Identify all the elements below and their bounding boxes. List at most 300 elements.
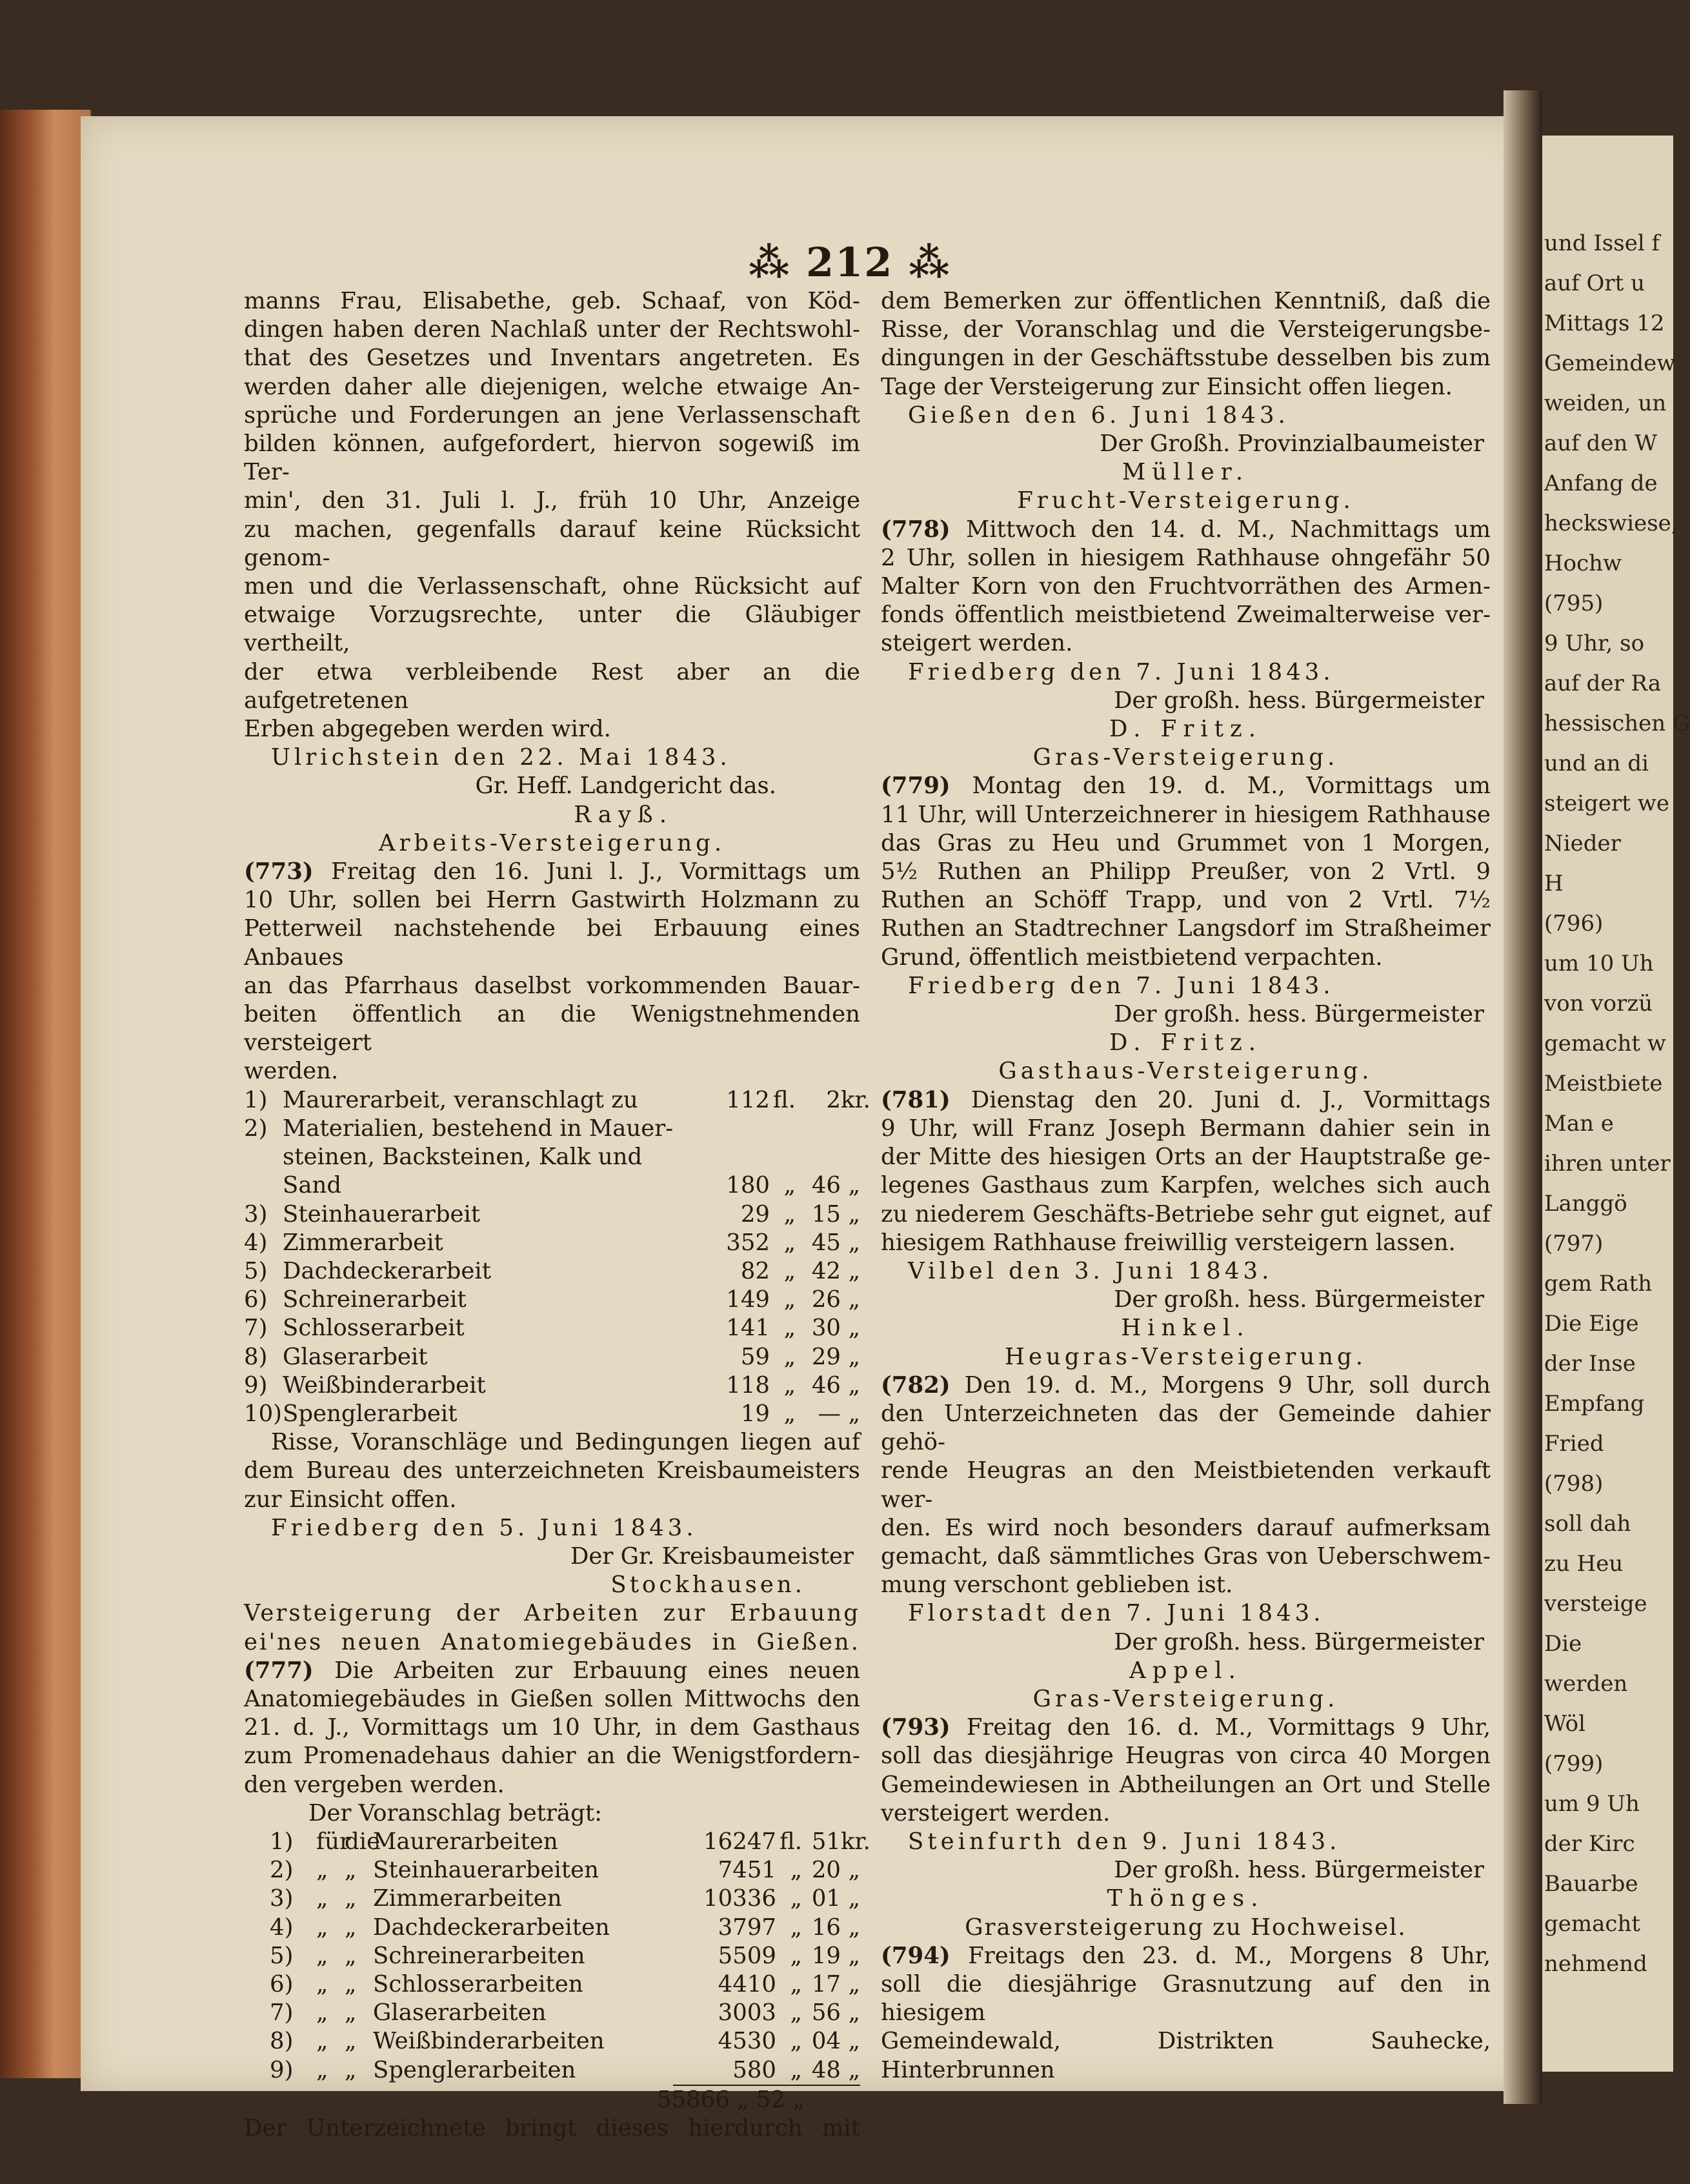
notice-heading: ei'nes neuen Anatomiegebäudes in Gießen. (244, 1628, 860, 1655)
facing-page-fragment: (799) (1544, 1751, 1604, 1777)
facing-page-fragment: (796) (1544, 911, 1604, 936)
item-label: Spenglerarbeit (283, 1400, 458, 1427)
text-line: Ruthen an Stadtrechner Langsdorf im Straßheimer (881, 915, 1491, 942)
item-florin: 352 (726, 1229, 770, 1256)
signature-name: Müller. (1122, 459, 1250, 486)
notice-773-after (244, 1428, 860, 1514)
item-florin: 19 (740, 1400, 770, 1427)
item-unit: „ (848, 1371, 860, 1399)
item-number: 3) (270, 1885, 294, 1912)
text-line: mung verschont geblieben ist. (881, 1572, 1233, 1599)
text-line: 2 Uhr, sollen in hiesigem Rathhause ohngefähr 50 (881, 544, 1491, 571)
facing-page-fragment: steigert we (1544, 791, 1669, 816)
item-ditto: „ (316, 1857, 328, 1884)
item-unit: „ (848, 1229, 860, 1256)
item-unit: „ (848, 1343, 860, 1370)
notice-number: (778) (881, 516, 966, 543)
text-line: zum Promenadehaus dahier an die Wenigstfordern- (244, 1743, 860, 1770)
text-line: (779) Montag den 19. d. M., Vormittags um (881, 773, 1491, 800)
text-line: den. Es wird noch besonders darauf aufmerksam (881, 1514, 1491, 1541)
item-label: Maurerarbeiten (373, 1828, 558, 1855)
item-kreuzer: 2 (826, 1086, 841, 1113)
item-unit: kr. (841, 1086, 870, 1113)
signature-name: Appel. (1129, 1657, 1242, 1684)
item-unit: „ (790, 1999, 802, 2027)
text-line: zu machen, gegenfalls darauf keine Rücksicht genom- (244, 516, 860, 571)
notice-heading: Grasversteigerung zu Hochweisel. (965, 1914, 1407, 1941)
item-florin: 7451 (718, 1857, 776, 1884)
item-florin: 118 (726, 1371, 770, 1399)
item-kreuzer: 01 (811, 1885, 841, 1912)
item-number: 8) (270, 2028, 294, 2055)
facing-page-fragment: (798) (1544, 1471, 1604, 1497)
item-label: Weißbinderarbeit (283, 1371, 486, 1399)
item-kreuzer: 42 (811, 1257, 841, 1284)
item-unit: „ (783, 1371, 796, 1399)
notice-number: (793) (881, 1714, 967, 1741)
facing-page-fragment: Mittags 12 (1544, 310, 1665, 336)
text-line: der etwa verbleibende Rest aber an die aufgetretenen (244, 658, 860, 714)
item-florin: 112 (726, 1086, 770, 1113)
text-line: dingen haben deren Nachlaß unter der Rechtswohl- (244, 316, 860, 343)
item-label: Weißbinderarbeiten (373, 2028, 605, 2055)
notice-heading: Arbeits-Versteigerung. (378, 829, 726, 856)
item-unit: kr. (841, 1828, 870, 1855)
cost-total: 55866 „ 52 „ (657, 2086, 805, 2113)
item-ditto: „ (316, 1885, 328, 1912)
item-label: Spenglerarbeiten (373, 2056, 576, 2083)
item-ditto: „ (345, 1942, 357, 1969)
item-unit: „ (783, 1400, 796, 1427)
item-florin: 82 (740, 1257, 770, 1284)
facing-page-fragment: heckswiese, (1544, 511, 1678, 536)
item-unit: „ (783, 1343, 796, 1370)
text-line: (794) Freitags den 23. d. M., Morgens 8 Uhr, (881, 1942, 1491, 1969)
item-unit: „ (848, 1970, 860, 1997)
text-line: Risse, der Voranschlag und die Versteigerungsbe- (881, 316, 1491, 343)
item-ditto: „ (345, 1857, 357, 1884)
notice-heading: Versteigerung der Arbeiten zur Erbauung (244, 1600, 860, 1627)
item-florin: 16247 (703, 1828, 776, 1855)
item-number: 5) (270, 1942, 294, 1969)
item-number: 4) (244, 1229, 268, 1256)
item-number: 7) (270, 1999, 294, 2027)
item-florin: 180 (726, 1172, 770, 1199)
signature-name: Hinkel. (1121, 1315, 1251, 1342)
item-unit: „ (776, 2056, 802, 2086)
item-number: 7) (244, 1315, 268, 1342)
item-ditto: „ (316, 1999, 328, 2027)
item-label: Dachdeckerarbeiten (373, 1914, 610, 1941)
item-number: 6) (244, 1286, 268, 1313)
item-number: 9) (270, 2056, 294, 2083)
text-line: that des Gesetzes und Inventars angetreten. Es (244, 345, 860, 372)
item-number: 2) (244, 1115, 268, 1142)
facing-page-fragment: soll dah (1544, 1511, 1631, 1537)
intro-notice (244, 287, 860, 743)
item-unit: „ (841, 2056, 860, 2086)
text-line: werden daher alle diejenigen, welche etwaige An- (244, 373, 860, 400)
item-kreuzer: 17 (811, 1970, 841, 1997)
left-column (244, 287, 870, 2143)
dateline: Friedberg den 7. Juni 1843. (908, 972, 1334, 999)
item-number (244, 1143, 283, 1171)
notice-number: (794) (881, 1942, 969, 1969)
item-unit: „ (848, 1315, 860, 1342)
item-kreuzer: 26 (811, 1286, 841, 1313)
text-line: legenes Gasthaus zum Karpfen, welches sich auch (881, 1172, 1491, 1199)
text-line: Anatomiegebäudes in Gießen sollen Mittwochs den (244, 1685, 860, 1712)
facing-page-fragment: Anfang de (1544, 470, 1658, 496)
book-page-edges (0, 110, 92, 2078)
text-line: (773) Freitag den 16. Juni l. J., Vormittags um (244, 858, 860, 885)
item-ditto: die (345, 1828, 381, 1855)
text-line: Tage der Versteigerung zur Einsicht offen liegen. (881, 373, 1453, 400)
item-number: 6) (270, 1970, 294, 1997)
item-label: Glaserarbeit (283, 1343, 428, 1370)
dateline: Gießen den 6. Juni 1843. (908, 401, 1289, 429)
item-label: Materialien, bestehend in Mauer- (283, 1115, 674, 1142)
item-kreuzer: — (818, 1400, 841, 1427)
notice-778 (881, 516, 1491, 658)
facing-page-fragment: Die Eige (1544, 1311, 1639, 1337)
signature: Der Großh. Provinzialbaumeister (1100, 430, 1484, 458)
facing-page-fragment: Empfang (1544, 1391, 1645, 1417)
notice-777 (244, 1657, 860, 1799)
item-ditto: „ (316, 1970, 328, 1997)
item-florin: 149 (726, 1286, 770, 1313)
notice-heading: Gras-Versteigerung. (1032, 744, 1339, 771)
facing-page-fragment: auf Ort u (1544, 270, 1645, 296)
item-label: Glaserarbeiten (373, 1999, 547, 2027)
item-kreuzer: 51 (811, 1828, 841, 1855)
text-line: werden. (244, 1058, 339, 1085)
text-line: zur Einsicht offen. (244, 1486, 457, 1513)
ornament-left: ⁂ (749, 239, 807, 286)
item-unit: „ (848, 1942, 860, 1969)
item-unit: „ (848, 1885, 860, 1912)
signature: Der großh. hess. Bürgermeister (1114, 687, 1484, 714)
right-column (881, 287, 1491, 2085)
facing-page-fragment: und an di (1544, 751, 1649, 776)
item-unit (841, 1115, 860, 1143)
dateline: Friedberg den 5. Juni 1843. (271, 1514, 698, 1541)
text-line: dem Bureau des unterzeichneten Kreisbaumeisters (244, 1457, 860, 1484)
text-line: 5½ Ruthen an Philipp Preußer, von 2 Vrtl. 9 (881, 858, 1491, 885)
item-ditto: „ (345, 2028, 357, 2055)
page-number-text: 212 (806, 239, 894, 286)
notice-number: (782) (881, 1371, 965, 1399)
facing-page-fragment: von vorzü (1544, 991, 1653, 1016)
item-unit: „ (790, 1970, 802, 1997)
item-kreuzer: 15 (811, 1200, 841, 1228)
text-line: fonds öffentlich meistbietend Zweimalterweise ver- (881, 602, 1491, 629)
text-line: (781) Dienstag den 20. Juni d. J., Vormittags (881, 1086, 1491, 1113)
item-florin: 3797 (718, 1914, 776, 1941)
item-unit: „ (783, 1229, 796, 1256)
page-number (749, 239, 951, 286)
notice-793 (881, 1714, 1491, 1828)
text-line: (778) Mittwoch den 14. d. M., Nachmittags um (881, 516, 1491, 543)
text-line: Gemeindewald, Distrikten Sauhecke, Hinterbrunnen (881, 2028, 1491, 2083)
text-line: 10 Uhr, sollen bei Herrn Gastwirth Holzmann zu (244, 887, 860, 914)
item-number: 8) (244, 1343, 268, 1370)
text-line: 21. d. J., Vormittags um 10 Uhr, in dem Gasthaus (244, 1714, 860, 1741)
facing-page-fragment: Gemeindew (1544, 350, 1676, 376)
signature-name: D. Fritz. (1109, 1029, 1262, 1057)
item-unit: „ (848, 1286, 860, 1313)
item-florin (686, 1143, 770, 1171)
ornament-right: ⁂ (893, 239, 951, 286)
item-label: steinen, Backsteinen, Kalk und (283, 1144, 643, 1171)
facing-page-fragment: gemacht w (1544, 1031, 1666, 1057)
item-unit: „ (783, 1172, 796, 1199)
item-unit: „ (790, 1857, 802, 1884)
text-line: der Mitte des hiesigen Orts an der Hauptstraße ge- (881, 1144, 1491, 1171)
facing-page-fragment: werden (1544, 1671, 1628, 1697)
item-florin: 4530 (718, 2028, 776, 2055)
item-label: Schlosserarbeit (283, 1315, 465, 1342)
facing-page-fragment: Meistbiete (1544, 1071, 1663, 1097)
signature-name: Thönges. (1107, 1885, 1265, 1912)
item-label: Schreinerarbeiten (373, 1942, 585, 1969)
item-unit: „ (790, 1885, 802, 1912)
text-line: bilden können, aufgefordert, hiervon sogewiß im Ter- (244, 430, 860, 486)
dateline: Ulrichstein den 22. Mai 1843. (271, 744, 731, 771)
item-kreuzer: 45 (811, 1229, 841, 1256)
item-number: 1) (270, 1828, 294, 1855)
dateline: Vilbel den 3. Juni 1843. (908, 1257, 1273, 1284)
text-line: Gemeindewiesen in Abtheilungen an Ort und Stelle (881, 1771, 1491, 1798)
facing-page-fragment: der Inse (1544, 1351, 1636, 1377)
item-florin: 3003 (718, 1999, 776, 2027)
item-kreuzer: 16 (811, 1914, 841, 1941)
item-kreuzer (796, 1115, 841, 1143)
text-line: den Unterzeichneten das der Gemeinde dahier gehö- (881, 1400, 1491, 1456)
facing-page-fragment: Langgö (1544, 1191, 1627, 1217)
item-kreuzer: 20 (811, 1857, 841, 1884)
item-kreuzer: 48 (802, 2056, 841, 2086)
facing-page-fragment: gem Rath (1544, 1271, 1653, 1297)
text-line: 9 Uhr, will Franz Joseph Bermann dahier sein in (881, 1115, 1491, 1142)
signature: Der großh. hess. Bürgermeister (1114, 1628, 1484, 1655)
text-line: rende Heugras an den Meistbietenden verkauft wer- (881, 1457, 1491, 1513)
notice-773 (244, 858, 860, 1086)
item-unit: „ (848, 1257, 860, 1284)
item-ditto: „ (345, 2056, 357, 2083)
signature: Gr. Heff. Landgericht das. (475, 773, 776, 800)
notice-heading: Gras-Versteigerung. (1032, 1685, 1339, 1712)
text-line: Grund, öffentlich meistbietend verpachten. (881, 944, 1383, 971)
item-florin: 29 (740, 1200, 770, 1228)
text-line: sprüche und Forderungen an jene Verlassenschaft (244, 401, 860, 429)
item-label: Steinhauerarbeiten (373, 1857, 599, 1884)
text-line: manns Frau, Elisabethe, geb. Schaaf, von Köd- (244, 288, 860, 314)
text-line: hiesigem Rathhause freiwillig versteigern lassen. (881, 1229, 1456, 1256)
facing-page-fragment: der Kirc (1544, 1831, 1635, 1857)
facing-page-fragment: zu Heu (1544, 1551, 1624, 1577)
text-line: min', den 31. Juli l. J., früh 10 Uhr, Anzeige (244, 487, 860, 514)
item-label: Zimmerarbeiten (373, 1885, 562, 1912)
item-ditto: „ (316, 1942, 328, 1969)
notice-781 (881, 1086, 1491, 1257)
text-line: das Gras zu Heu und Grummet von 1 Morgen, (881, 829, 1491, 856)
notice-number: (781) (881, 1086, 971, 1113)
facing-page-fragment: um 10 Uh (1544, 951, 1654, 976)
item-unit: „ (848, 2028, 860, 2055)
item-label: Schlosserarbeiten (373, 1970, 583, 1997)
text-line: soll das diesjährige Heugras von circa 40 Morgen (881, 1743, 1491, 1770)
item-florin: 141 (726, 1315, 770, 1342)
text-line: dem Bemerken zur öffentlichen Kenntniß, daß die (881, 288, 1491, 314)
facing-page-fragment: H (1544, 871, 1564, 896)
item-kreuzer: 29 (811, 1343, 841, 1370)
item-number: 10) (244, 1400, 283, 1427)
facing-page-fragment: gemacht (1544, 1911, 1640, 1937)
notice-794 (881, 1942, 1491, 2085)
item-unit: „ (783, 1257, 796, 1284)
item-label: Steinhauerarbeit (283, 1200, 481, 1228)
signature-name: D. Fritz. (1109, 716, 1262, 743)
item-unit: „ (848, 1400, 860, 1427)
text-line: Ruthen an Schöff Trapp, und von 2 Vrtl. 7½ (881, 887, 1491, 914)
text-line: Petterweil nachstehende bei Erbauung eines Anbaues (244, 915, 860, 971)
signature-name: Rayß. (574, 801, 673, 828)
facing-page-fragment: weiden, un (1544, 390, 1667, 416)
item-florin: 59 (740, 1343, 770, 1370)
item-kreuzer: 19 (811, 1942, 841, 1969)
item-unit: „ (790, 2028, 802, 2055)
notice-number: (773) (244, 858, 332, 885)
item-number (244, 1171, 283, 1200)
item-kreuzer: 30 (811, 1315, 841, 1342)
item-label: Sand (283, 1172, 342, 1199)
facing-page-fragment: ihren unter (1544, 1151, 1671, 1177)
item-florin: 10336 (703, 1885, 776, 1912)
facing-page-fragment: nehmend (1544, 1951, 1647, 1977)
facing-page (1533, 136, 1690, 2072)
item-kreuzer: 04 (811, 2028, 841, 2055)
signature: Der großh. hess. Bürgermeister (1114, 1001, 1484, 1028)
item-kreuzer: 46 (811, 1172, 841, 1199)
cost-list-773 (244, 1086, 870, 1428)
text-line: beiten öffentlich an die Wenigstnehmenden versteigert (244, 1001, 860, 1057)
item-ditto: „ (345, 1885, 357, 1912)
item-unit: „ (790, 1914, 802, 1941)
text-line: dingungen in der Geschäftsstube desselben bis zum (881, 345, 1491, 372)
facing-page-fragment: Bauarbe (1544, 1871, 1638, 1897)
item-unit: „ (783, 1200, 796, 1228)
facing-page-fragment: Wöl (1544, 1711, 1585, 1737)
facing-page-fragment: auf den W (1544, 430, 1658, 456)
text-line: zu niederem Geschäfts-Betriebe sehr gut eignet, auf (881, 1200, 1491, 1228)
facing-page-fragment: versteige (1544, 1591, 1647, 1617)
item-label: Schreinerarbeit (283, 1286, 467, 1313)
text-line: Der Unterzeichnete bringt dieses hierdurch mit (244, 2115, 860, 2141)
text-line: den vergeben werden. (244, 1771, 505, 1798)
text-line: versteigert werden. (881, 1799, 1111, 1826)
text-line: Erben abgegeben werden wird. (244, 716, 611, 743)
item-ditto: „ (345, 1914, 357, 1941)
dateline: Steinfurth den 9. Juni 1843. (908, 1828, 1341, 1855)
item-ditto: „ (345, 1970, 357, 1997)
notice-number: (779) (881, 773, 972, 800)
estimate-label: Der Voranschlag beträgt: (308, 1799, 603, 1826)
item-unit: „ (848, 1857, 860, 1884)
item-florin: 4410 (718, 1970, 776, 1997)
item-label: Dachdeckerarbeit (283, 1257, 491, 1284)
item-unit (770, 1143, 796, 1171)
item-ditto: „ (345, 1999, 357, 2027)
item-label: Zimmerarbeit (283, 1229, 443, 1256)
item-florin (686, 1115, 770, 1143)
item-number: 5) (244, 1257, 268, 1284)
text-line: men und die Verlassenschaft, ohne Rücksicht auf (244, 573, 860, 600)
item-unit: „ (790, 1942, 802, 1969)
item-kreuzer: 56 (811, 1999, 841, 2027)
text-line: (782) Den 19. d. M., Morgens 9 Uhr, soll durch (881, 1371, 1491, 1399)
notice-heading: Frucht-Versteigerung. (1017, 487, 1354, 514)
dateline: Friedberg den 7. Juni 1843. (908, 658, 1334, 685)
item-florin: 580 (673, 2056, 776, 2086)
item-florin: 5509 (718, 1942, 776, 1969)
notice-777-continued (881, 287, 1491, 401)
item-unit: fl. (780, 1828, 802, 1855)
facing-page-fragment: und Issel f (1544, 230, 1660, 256)
facing-page-fragment: 9 Uhr, so (1544, 631, 1645, 656)
text-line: soll die diesjährige Grasnutzung auf den in hiesigem (881, 1970, 1491, 2027)
item-number: 2) (270, 1857, 294, 1884)
notice-782 (881, 1371, 1491, 1600)
facing-page-fragment: Hochw (1544, 551, 1622, 576)
dateline: Florstadt den 7. Juni 1843. (908, 1600, 1325, 1627)
text-line: Risse, Voranschläge und Bedingungen liegen auf (271, 1429, 860, 1456)
signature-name: Stockhausen. (610, 1572, 805, 1599)
item-kreuzer (796, 1143, 841, 1171)
book-gutter (1504, 90, 1542, 2104)
text-line: gemacht, daß sämmtliches Gras von Ueberschwem- (881, 1542, 1491, 1570)
item-number: 9) (244, 1371, 268, 1399)
item-unit: fl. (773, 1086, 796, 1113)
facing-page-fragment: Die (1544, 1631, 1582, 1657)
notice-heading: Heugras-Versteigerung. (1005, 1343, 1367, 1370)
item-number: 1) (244, 1086, 268, 1113)
item-number: 4) (270, 1914, 294, 1941)
notice-779 (881, 772, 1491, 971)
facing-page-fragment: auf der Ra (1544, 671, 1662, 696)
item-ditto: „ (316, 1914, 328, 1941)
facing-page-fragment: Fried (1544, 1431, 1604, 1457)
facing-page-fragment: Nieder (1544, 831, 1621, 856)
text-line: 11 Uhr, will Unterzeichnerer in hiesigem Rathhause (881, 801, 1491, 828)
item-number: 3) (244, 1200, 268, 1228)
item-unit: „ (848, 1172, 860, 1199)
text-line: etwaige Vorzugsrechte, unter die Gläubiger vertheilt, (244, 602, 860, 657)
item-unit: „ (783, 1315, 796, 1342)
item-unit: „ (848, 1200, 860, 1228)
item-unit: „ (848, 1914, 860, 1941)
signature: Der großh. hess. Bürgermeister (1114, 1857, 1484, 1884)
item-unit (770, 1115, 796, 1143)
text-line: steigert werden. (881, 630, 1073, 657)
facing-page-fragment: (795) (1544, 591, 1604, 616)
text-line: (777) Die Arbeiten zur Erbauung eines neuen (244, 1657, 860, 1684)
facing-page-fragment: um 9 Uh (1544, 1791, 1640, 1817)
item-unit: „ (848, 1999, 860, 2027)
facing-page-fragment: (797) (1544, 1231, 1604, 1257)
facing-page-fragment: hessischen G (1544, 711, 1690, 736)
signature: Der Gr. Kreisbaumeister (570, 1542, 854, 1570)
